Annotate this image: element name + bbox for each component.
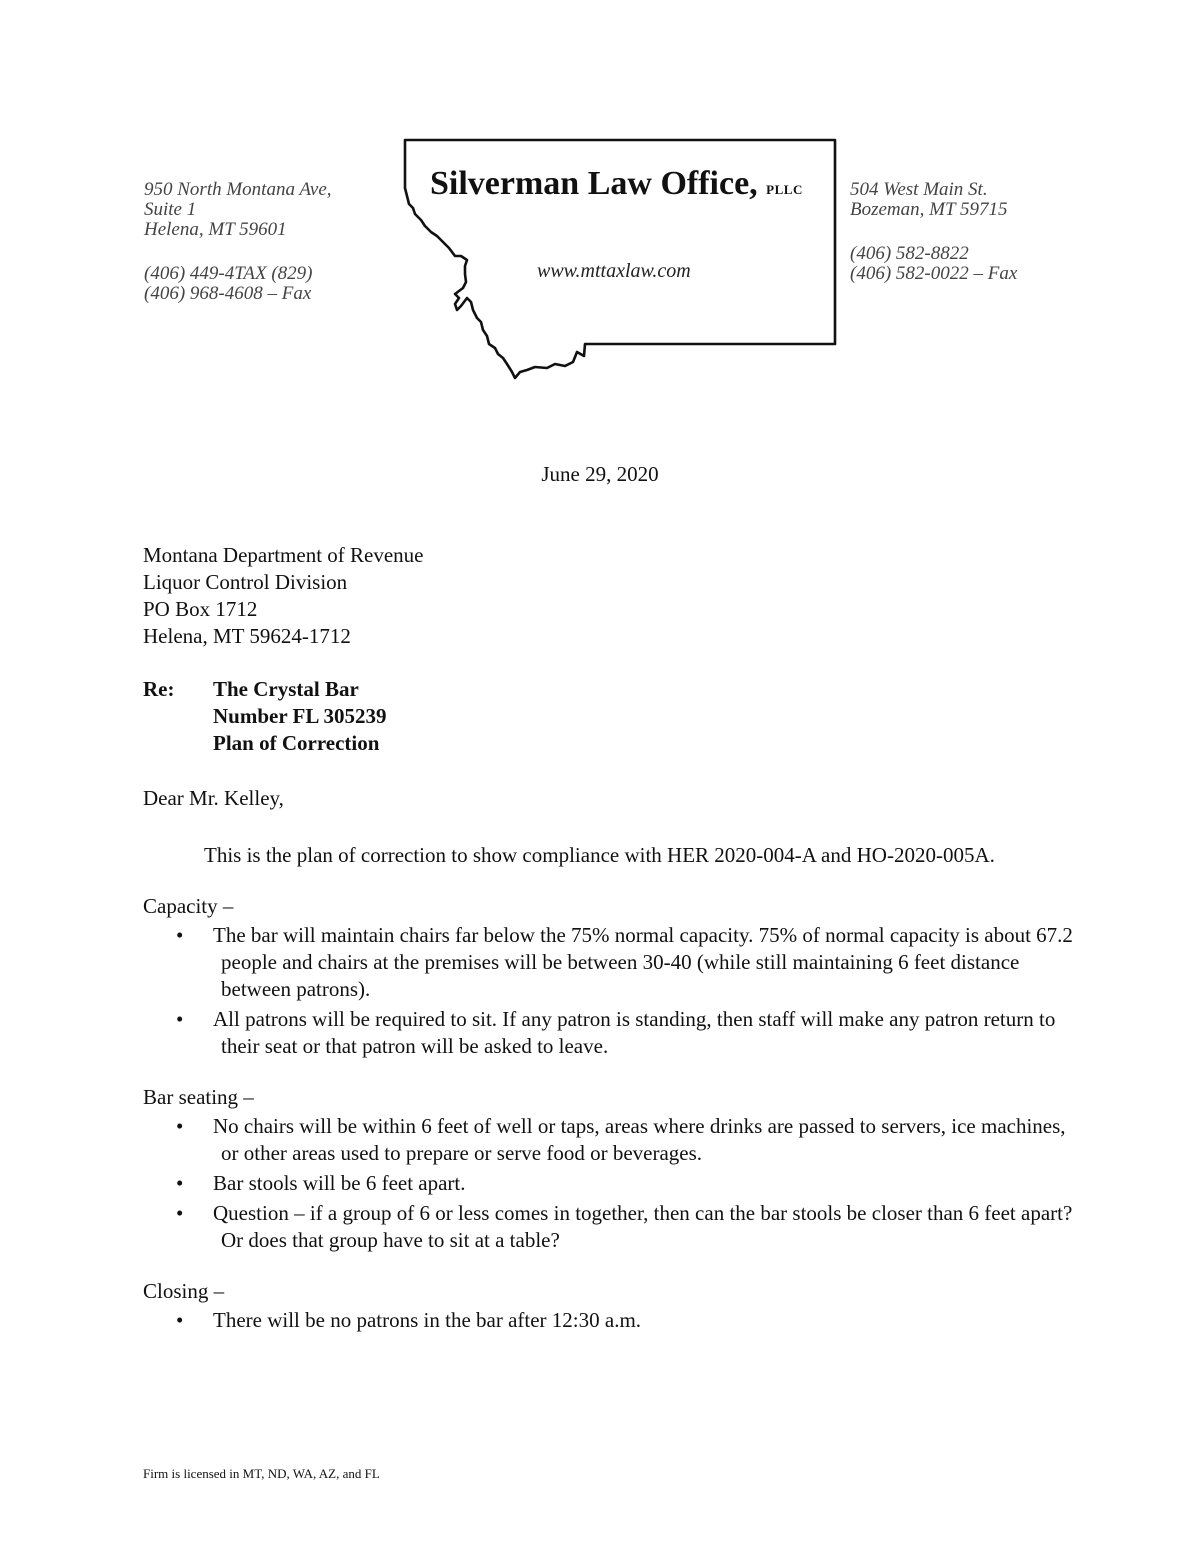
license-footer: Firm is licensed in MT, ND, WA, AZ, and FL	[143, 1466, 380, 1481]
bozeman-phone: (406) 582-8822	[850, 243, 969, 264]
list-item: • The bar will maintain chairs far below the 75% normal capacity. 75% of normal capacity is about 67.2 people and chairs at the premises will be between 30-40 (while still maintaining 6 feet distance between patrons).	[176, 923, 1073, 1001]
helena-city: Helena, MT 59601	[144, 219, 287, 240]
bullet-icon: •	[176, 923, 184, 947]
recipient-line-2: Liquor Control Division	[143, 570, 348, 594]
letter-body	[143, 785, 1073, 1358]
section-title-closing: Closing –	[143, 1279, 225, 1303]
list-item: • There will be no patrons in the bar after 12:30 a.m.	[176, 1308, 642, 1332]
bullet-icon: •	[176, 1201, 184, 1225]
firm-name-text: Silverman Law Office,	[430, 165, 758, 202]
salutation: Dear Mr. Kelley,	[143, 786, 284, 810]
helena-fax: (406) 968-4608 – Fax	[144, 283, 312, 304]
bullet-icon: •	[176, 1007, 184, 1031]
bozeman-fax: (406) 582-0022 – Fax	[850, 263, 1018, 284]
capacity-list	[143, 922, 1073, 1060]
recipient-line-3: PO Box 1712	[143, 597, 258, 621]
bozeman-city: Bozeman, MT 59715	[850, 199, 1008, 220]
bullet-icon: •	[176, 1171, 184, 1195]
bozeman-street: 504 West Main St.	[850, 179, 988, 200]
letterhead-bozeman-address	[850, 180, 1017, 284]
list-item: • Bar stools will be 6 feet apart.	[176, 1171, 466, 1195]
recipient-line-4: Helena, MT 59624-1712	[143, 624, 351, 648]
bullet-icon: •	[176, 1114, 184, 1138]
subject-line-3: Plan of Correction	[213, 731, 380, 755]
section-title-capacity: Capacity –	[143, 894, 234, 918]
intro-paragraph: This is the plan of correction to show compliance with HER 2020-004-A and HO-2020-005A.	[204, 843, 995, 867]
letterhead-helena-address	[144, 180, 332, 304]
firm-suffix: PLLC	[766, 182, 803, 197]
recipient-line-1: Montana Department of Revenue	[143, 543, 424, 567]
letter-date: June 29, 2020	[541, 462, 659, 486]
firm-website: www.mttaxlaw.com	[537, 260, 691, 282]
firm-name	[430, 165, 803, 203]
helena-street: 950 North Montana Ave,	[144, 179, 332, 200]
list-item: • No chairs will be within 6 feet of well or taps, areas where drinks are passed to servers, ice machines, or other areas used to prepare or serve food or beverages.	[176, 1114, 1066, 1165]
list-item: • All patrons will be required to sit. If any patron is standing, then staff will make any patron return to their seat or that patron will be asked to leave.	[176, 1007, 1056, 1058]
subject-line-2: Number FL 305239	[213, 704, 387, 728]
helena-suite: Suite 1	[144, 199, 197, 220]
closing-list	[143, 1307, 1073, 1334]
bar-seating-list	[143, 1113, 1073, 1254]
subject-label: Re:	[143, 677, 175, 701]
subject-line-1: The Crystal Bar	[213, 677, 359, 701]
helena-phone: (406) 449-4TAX (829)	[144, 263, 313, 284]
list-item: • Question – if a group of 6 or less comes in together, then can the bar stools be closer than 6 feet apart? Or does that group have to sit at a table?	[176, 1201, 1073, 1252]
bullet-icon: •	[176, 1308, 184, 1332]
section-title-bar-seating: Bar seating –	[143, 1085, 254, 1109]
recipient-address	[143, 542, 424, 650]
